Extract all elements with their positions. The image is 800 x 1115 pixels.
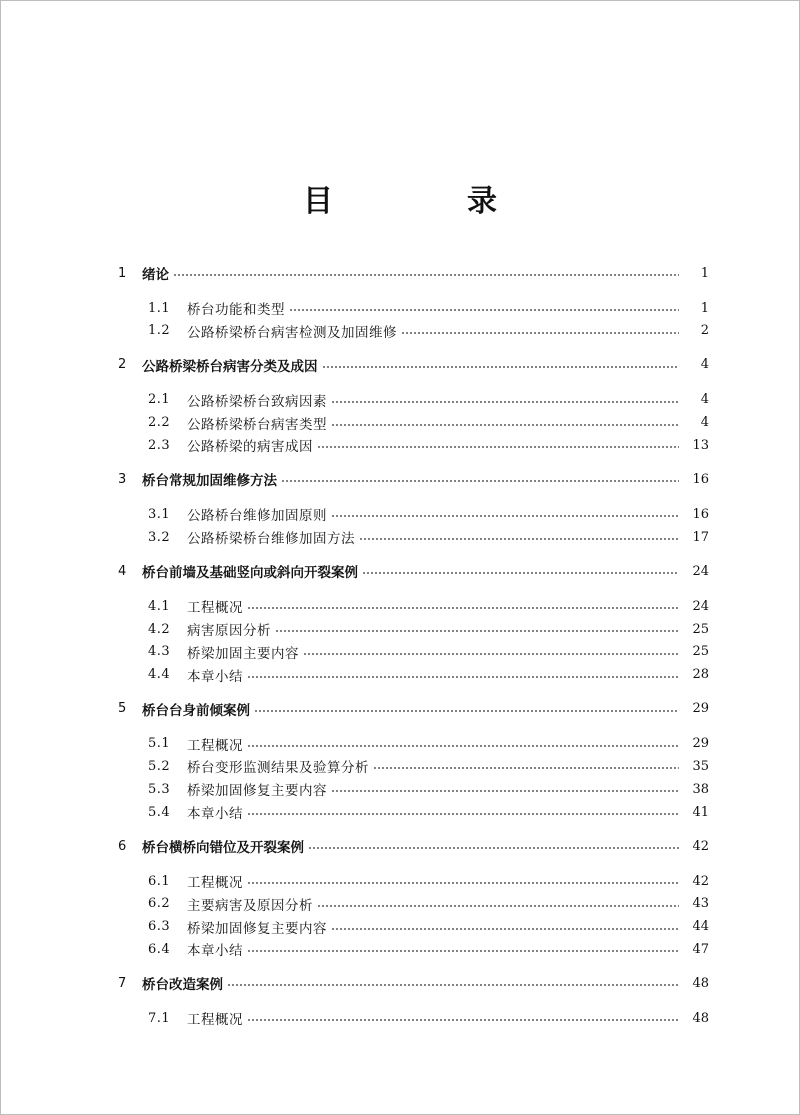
dot-leader	[247, 950, 679, 952]
toc-entry-number: 4.1	[148, 598, 171, 614]
toc-entry-number: 1.1	[148, 300, 171, 316]
toc-section-entry[interactable]	[0, 870, 800, 892]
toc-entry-label: 公路桥梁桥台病害类型	[187, 416, 327, 433]
toc-page-number: 13	[692, 437, 709, 453]
dot-leader	[322, 366, 680, 368]
toc-chapter-entry[interactable]	[0, 698, 800, 720]
dot-leader	[247, 607, 679, 609]
toc-entry-number: 5	[118, 701, 127, 717]
toc-entry-body	[187, 298, 709, 318]
toc-page-number: 2	[700, 323, 709, 339]
toc-page-number: 24	[692, 598, 709, 614]
toc-entry-label: 桥台功能和类型	[187, 302, 285, 318]
toc-entry-body	[187, 917, 709, 937]
toc-entry-number: 2.1	[148, 392, 171, 408]
toc-entry-body	[187, 596, 709, 616]
toc-section-entry[interactable]	[0, 389, 800, 411]
toc-entry-number: 1	[118, 265, 127, 281]
toc-page-number: 28	[692, 667, 709, 683]
toc-entry-label: 桥梁加固修复主要内容	[187, 920, 327, 937]
toc-entry-body	[187, 779, 709, 799]
toc-entry-number: 5.3	[148, 781, 171, 797]
toc-entry-label: 公路桥梁桥台致病因素	[187, 393, 327, 410]
toc-section-entry[interactable]	[0, 1007, 800, 1029]
toc-entry-body	[187, 802, 709, 822]
toc-page-number: 25	[692, 644, 709, 660]
toc-entry-label: 工程概况	[187, 600, 243, 617]
toc-entry-label: 公路桥梁的病害成因	[187, 439, 313, 456]
toc-section-entry[interactable]	[0, 778, 800, 800]
toc-section-entry[interactable]	[0, 412, 800, 434]
toc-page-number: 43	[692, 896, 709, 912]
toc-chapter-entry[interactable]	[0, 468, 800, 490]
dot-leader	[331, 401, 679, 403]
toc-page-number: 42	[692, 873, 709, 889]
toc-entry-body	[142, 469, 709, 489]
dot-leader	[331, 424, 679, 426]
toc-entry-number: 7.1	[148, 1010, 171, 1026]
toc-page-number: 4	[700, 392, 709, 408]
toc-entry-number: 2.3	[148, 437, 171, 453]
toc-entry-body	[187, 619, 709, 639]
toc-entry-body	[142, 263, 709, 283]
toc-entry-body	[142, 561, 709, 581]
toc-entry-label: 桥梁加固修复主要内容	[187, 783, 327, 800]
dot-leader	[317, 446, 679, 448]
toc-page-number: 4	[700, 357, 709, 373]
toc-entry-number: 3	[118, 471, 127, 487]
toc-page-number: 47	[692, 941, 709, 957]
toc-entry-body	[142, 699, 709, 719]
toc-title: 目 录	[303, 184, 549, 219]
toc-entry-label: 桥台台身前倾案例	[142, 702, 250, 719]
toc-entry-label: 主要病害及原因分析	[187, 897, 313, 914]
toc-entry-body	[187, 321, 709, 341]
toc-section-entry[interactable]	[0, 733, 800, 755]
dot-leader	[247, 745, 679, 747]
toc-entry-number: 2	[118, 357, 127, 373]
toc-entry-label: 公路桥梁桥台病害检测及加固维修	[187, 324, 397, 341]
toc-page-number: 29	[692, 701, 709, 717]
toc-entry-body	[187, 413, 709, 433]
toc-section-entry[interactable]	[0, 526, 800, 548]
dot-leader	[227, 984, 679, 986]
toc-entry-label: 工程概况	[187, 737, 243, 754]
dot-leader	[373, 767, 679, 769]
toc-section-entry[interactable]	[0, 641, 800, 663]
toc-section-entry[interactable]	[0, 503, 800, 525]
dot-leader	[289, 309, 679, 311]
dot-leader	[317, 905, 679, 907]
toc-entry-body	[187, 527, 709, 547]
toc-entry-body	[187, 504, 709, 524]
toc-entry-label: 本章小结	[187, 806, 243, 822]
toc-page-number: 38	[692, 781, 709, 797]
dot-leader	[275, 630, 679, 632]
toc-section-entry[interactable]	[0, 801, 800, 823]
toc-entry-number: 1.2	[148, 323, 171, 339]
toc-entry-body	[187, 665, 709, 685]
toc-entry-number: 4	[118, 563, 127, 579]
toc-page-number: 1	[700, 300, 709, 316]
toc-entry-body	[187, 435, 709, 455]
toc-page-number: 35	[692, 758, 709, 774]
toc-section-entry[interactable]	[0, 755, 800, 777]
toc-page-number: 16	[692, 471, 709, 487]
dot-leader	[331, 928, 679, 930]
toc-page-number: 16	[692, 506, 709, 522]
toc-entry-number: 6.1	[148, 873, 171, 889]
toc-entry-label: 工程概况	[187, 1012, 243, 1029]
toc-entry-label: 桥台改造案例	[142, 977, 223, 994]
toc-section-entry[interactable]	[0, 938, 800, 960]
dot-leader	[401, 332, 679, 334]
toc-section-entry[interactable]	[0, 618, 800, 640]
toc-page-number: 48	[692, 1010, 709, 1026]
toc-entry-number: 3.1	[148, 506, 171, 522]
toc-page-number: 42	[692, 838, 709, 854]
toc-entry-label: 病害原因分析	[187, 623, 271, 639]
toc-page-number: 48	[692, 975, 709, 991]
toc-page-number: 17	[692, 529, 709, 545]
toc-chapter-entry[interactable]	[0, 835, 800, 857]
toc-section-entry[interactable]	[0, 434, 800, 456]
toc-entry-number: 6.4	[148, 941, 171, 957]
toc-section-entry[interactable]	[0, 664, 800, 686]
dot-leader	[173, 274, 679, 276]
dot-leader	[281, 480, 679, 482]
toc-entry-body	[142, 973, 709, 993]
toc-entry-label: 公路桥梁桥台病害分类及成因	[142, 358, 318, 375]
toc-section-entry[interactable]	[0, 916, 800, 938]
toc-page-number: 1	[700, 265, 709, 281]
toc-entry-number: 6	[118, 838, 127, 854]
toc-section-entry[interactable]	[0, 297, 800, 319]
toc-entry-label: 公路桥梁桥台维修加固方法	[187, 531, 355, 548]
toc-section-entry[interactable]	[0, 320, 800, 342]
toc-section-entry[interactable]	[0, 893, 800, 915]
toc-page-number: 41	[692, 804, 709, 820]
dot-leader	[247, 676, 679, 678]
toc-entry-number: 5.2	[148, 758, 171, 774]
toc-entry-body	[187, 1008, 709, 1028]
toc-entry-label: 本章小结	[187, 943, 243, 960]
toc-chapter-entry[interactable]	[0, 972, 800, 994]
toc-entry-number: 4.2	[148, 621, 171, 637]
toc-chapter-entry[interactable]	[0, 262, 800, 284]
toc-entry-body	[187, 390, 709, 410]
toc-page-number: 25	[692, 621, 709, 637]
toc-section-entry[interactable]	[0, 595, 800, 617]
toc-entry-number: 4.3	[148, 644, 171, 660]
toc-entry-label: 桥台变形监测结果及验算分析	[187, 760, 369, 777]
toc-entry-label: 桥台前墙及基础竖向或斜向开裂案例	[142, 565, 358, 582]
toc-entry-number: 2.2	[148, 415, 171, 431]
toc-entry-number: 6.3	[148, 919, 171, 935]
toc-entry-body	[187, 871, 709, 891]
toc-chapter-entry[interactable]	[0, 560, 800, 582]
dot-leader	[303, 653, 679, 655]
toc-chapter-entry[interactable]	[0, 354, 800, 376]
toc-entry-number: 7	[118, 975, 127, 991]
dot-leader	[254, 710, 679, 712]
toc-page-number: 24	[692, 563, 709, 579]
toc-entry-number: 4.4	[148, 667, 171, 683]
toc-entry-body	[187, 939, 709, 959]
toc-entry-body	[142, 355, 709, 375]
dot-leader	[331, 790, 679, 792]
toc-entry-label: 桥台常规加固维修方法	[142, 473, 277, 490]
toc-entry-number: 5.1	[148, 736, 171, 752]
toc-entry-body	[187, 734, 709, 754]
toc-entry-number: 3.2	[148, 529, 171, 545]
toc-page-number: 44	[692, 919, 709, 935]
toc-entry-label: 桥梁加固主要内容	[187, 645, 299, 662]
toc-entry-body	[187, 756, 709, 776]
toc-page-number: 4	[700, 415, 709, 431]
dot-leader	[308, 847, 679, 849]
toc-entry-body	[142, 836, 709, 856]
toc-entry-number: 6.2	[148, 896, 171, 912]
toc-entry-label: 本章小结	[187, 668, 243, 685]
toc-entry-label: 公路桥台维修加固原则	[187, 508, 327, 525]
dot-leader	[247, 1019, 679, 1021]
toc-entry-label: 工程概况	[187, 875, 243, 891]
dot-leader	[362, 572, 679, 574]
dot-leader	[331, 515, 679, 517]
dot-leader	[247, 813, 679, 815]
toc-entry-label: 绪论	[142, 267, 169, 283]
toc-page-number: 29	[692, 736, 709, 752]
toc-entry-label: 桥台横桥向错位及开裂案例	[142, 840, 304, 856]
toc-entry-number: 5.4	[148, 804, 171, 820]
dot-leader	[247, 882, 679, 884]
toc-entry-body	[187, 894, 709, 914]
toc-entry-body	[187, 642, 709, 662]
dot-leader	[359, 538, 679, 540]
